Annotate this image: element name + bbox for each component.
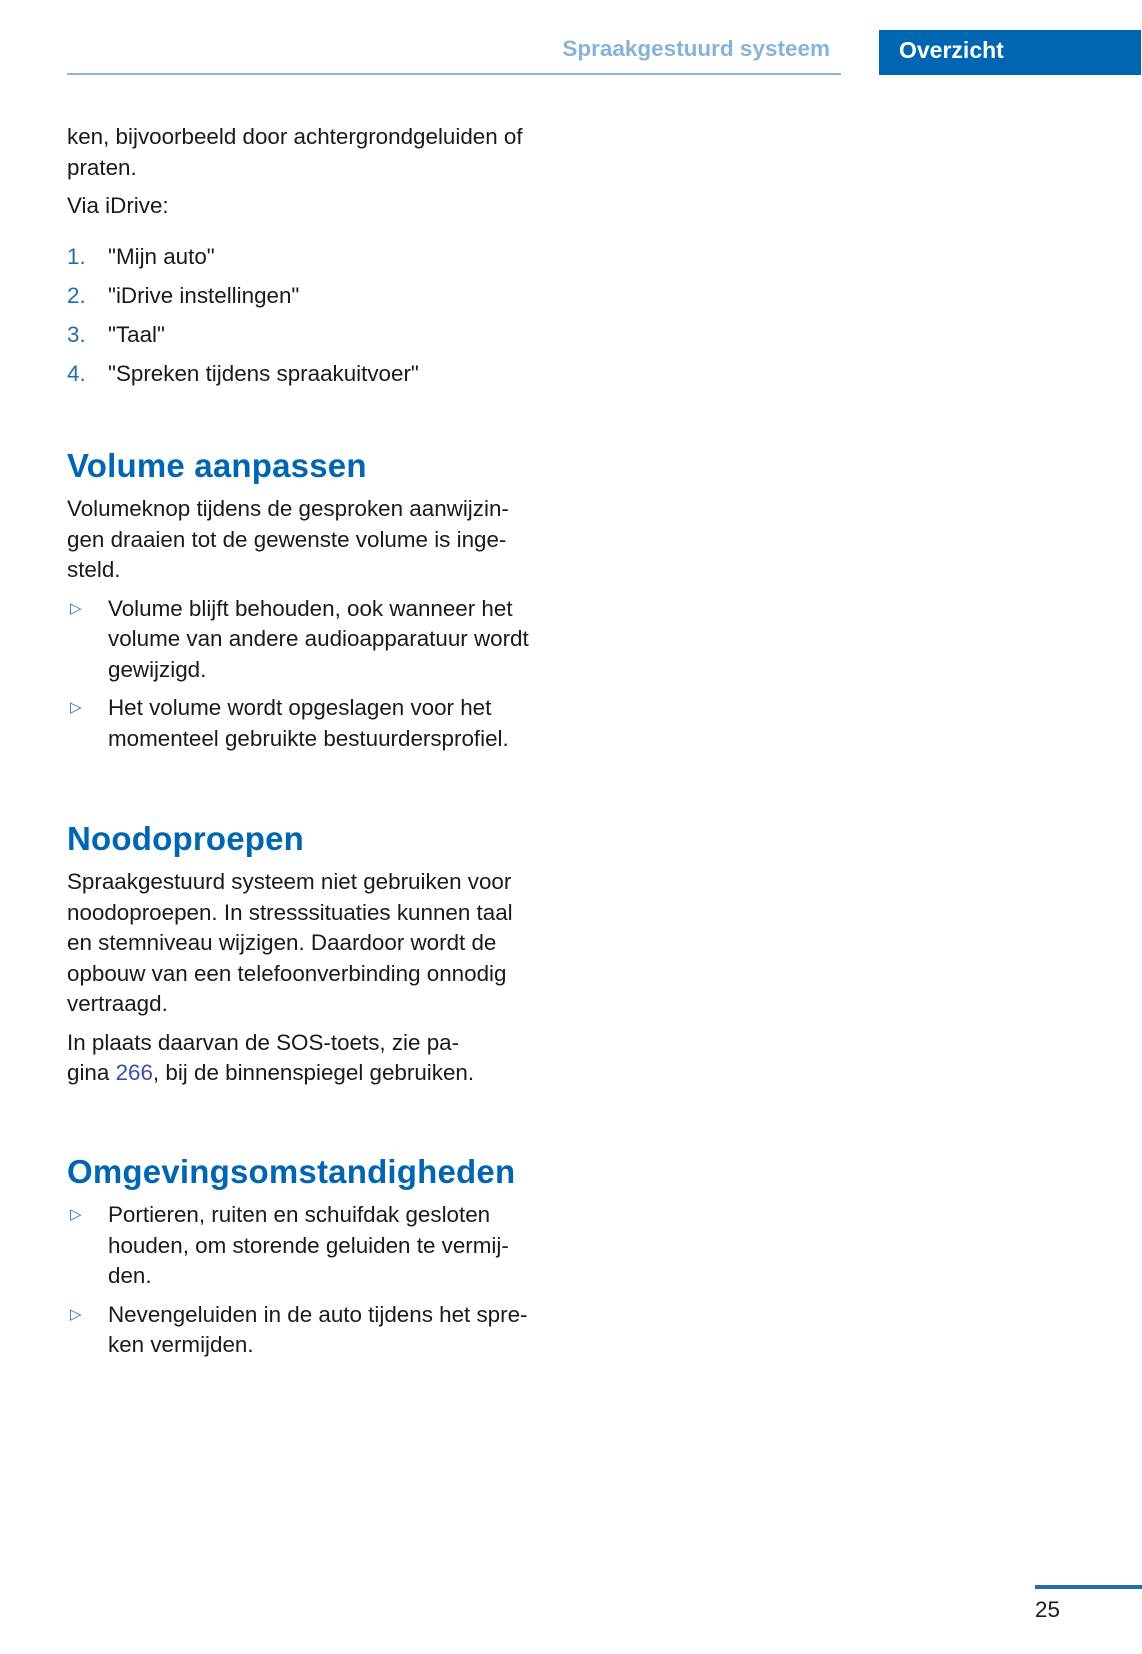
- body-line: Volumeknop tijdens de gesproken aanwijzin-: [67, 496, 509, 521]
- body-line: gen draaien tot de gewenste volume is inge-: [67, 526, 507, 552]
- chapter-tab-label: Overzicht: [899, 37, 1004, 63]
- triangle-bullet-icon: ▷: [70, 1206, 82, 1223]
- page-number: 25: [1035, 1597, 1060, 1622]
- triangle-bullet-icon: ▷: [70, 1305, 82, 1323]
- section-heading: Volume aanpassen: [67, 447, 367, 484]
- body-line: vertraagd.: [67, 991, 168, 1016]
- bullet-item: [67, 1300, 627, 1361]
- bullet-item: [67, 1200, 627, 1292]
- footer-rule: [1035, 1585, 1142, 1589]
- step-text: "Spreken tijdens spraakuitvoer": [108, 361, 419, 386]
- section-title: Spraakgestuurd systeem: [562, 36, 830, 61]
- text-fragment: gina: [67, 1060, 116, 1085]
- step-item: [67, 320, 587, 359]
- body-line: noodoproepen. In stresssituaties kunnen taal: [67, 899, 513, 925]
- bullet-line: momenteel gebruikte bestuurdersprofiel.: [108, 725, 509, 751]
- step-item: [67, 281, 587, 320]
- triangle-bullet-icon: ▷: [70, 599, 82, 617]
- bullet-item: [67, 693, 587, 754]
- bullet-line: ken vermijden.: [108, 1332, 254, 1357]
- header-rule: [67, 73, 841, 75]
- volume-section: [67, 446, 587, 754]
- bullet-line: houden, om storende geluiden te vermij-: [108, 1232, 509, 1258]
- body-line: en stemniveau wijzigen. Daardoor wordt de: [67, 930, 497, 955]
- step-text: "Taal": [108, 322, 165, 347]
- step-number: 3.: [67, 322, 86, 347]
- step-text: "Mijn auto": [108, 244, 215, 269]
- step-number: 1.: [67, 244, 86, 269]
- bullet-line: Portieren, ruiten en schuifdak gesloten: [108, 1202, 491, 1227]
- step-item: [67, 359, 587, 398]
- body-line: Spraakgestuurd systeem niet gebruiken voor: [67, 869, 512, 894]
- step-text: "iDrive instellingen": [108, 283, 300, 308]
- page-reference-link[interactable]: 266: [115, 1060, 153, 1085]
- intro-text-line: ken, bijvoorbeeld door achtergrondgeluiden of: [67, 124, 523, 149]
- body-line: In plaats daarvan de SOS-toets, zie pa-: [67, 1029, 460, 1055]
- section-heading: Noodoproepen: [67, 820, 305, 857]
- emergency-section: [67, 819, 587, 1089]
- environment-section: [67, 1152, 627, 1361]
- idrive-steps-list: [67, 242, 587, 398]
- intro-text-line: praten.: [67, 154, 137, 180]
- step-number: 2.: [67, 283, 86, 308]
- section-heading: Omgevingsomstandigheden: [67, 1153, 516, 1190]
- body-line: steld.: [67, 557, 121, 582]
- body-line: opbouw van een telefoonverbinding onnodig: [67, 960, 507, 986]
- body-line: [67, 1058, 587, 1089]
- step-item: [67, 242, 587, 281]
- chapter-tab: [879, 30, 1141, 75]
- step-number: 4.: [67, 361, 86, 386]
- bullet-line: Nevengeluiden in de auto tijdens het spre-: [108, 1301, 528, 1327]
- intro-block: [67, 122, 587, 222]
- bullet-line: Volume blijft behouden, ook wanneer het: [108, 595, 513, 621]
- bullet-line: Het volume wordt opgeslagen voor het: [108, 695, 492, 720]
- bullet-item: [67, 594, 587, 686]
- bullet-line: gewijzigd.: [108, 656, 207, 682]
- via-idrive-label: Via iDrive:: [67, 193, 169, 218]
- triangle-bullet-icon: ▷: [70, 699, 82, 716]
- bullet-line: den.: [108, 1263, 152, 1288]
- bullet-line: volume van andere audioapparatuur wordt: [108, 626, 529, 651]
- text-fragment: , bij de binnenspiegel gebruiken.: [152, 1060, 475, 1085]
